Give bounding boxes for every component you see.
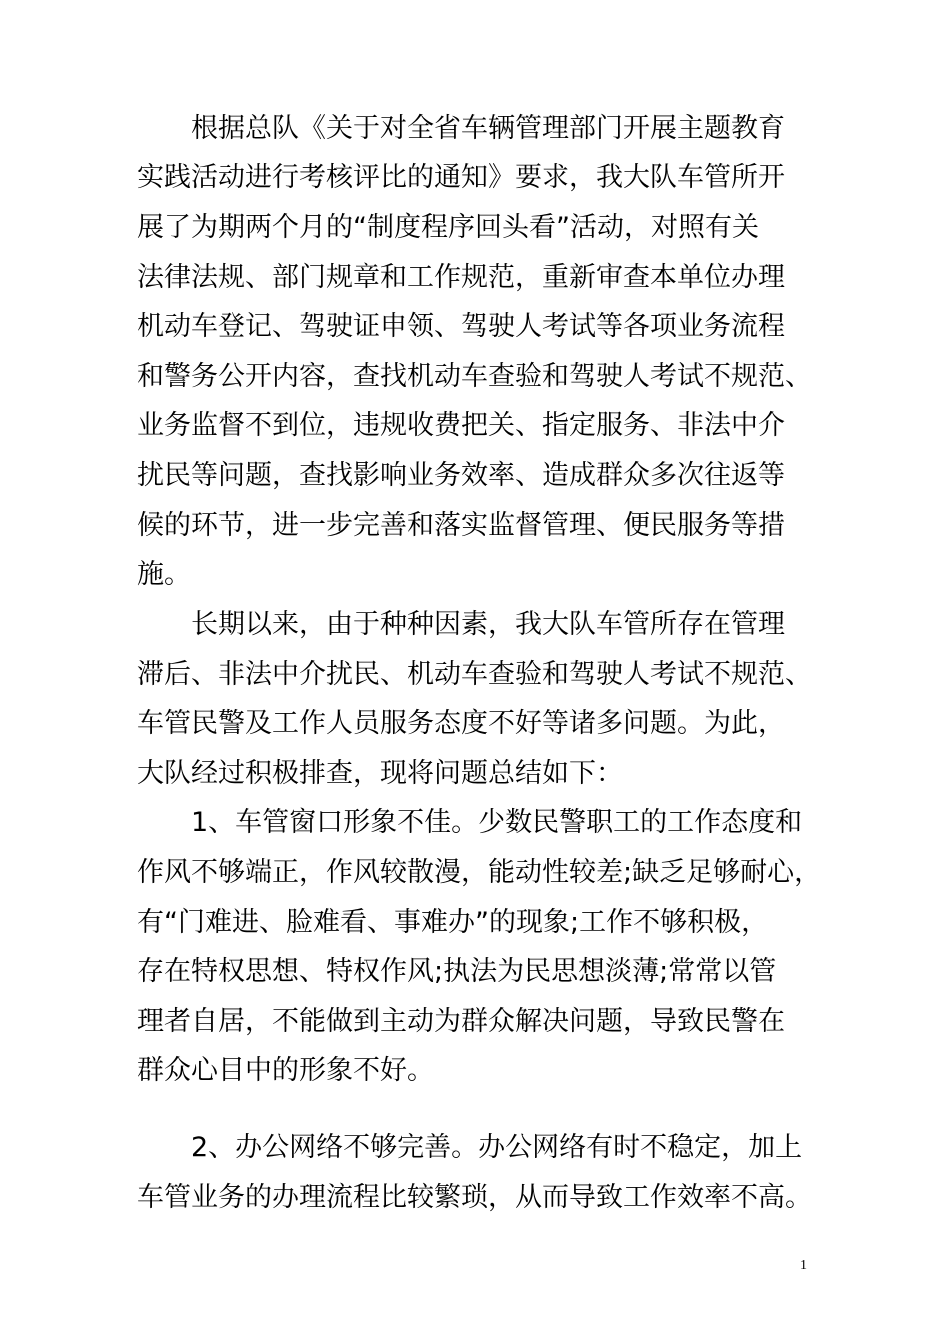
paragraph-line: 1、车管窗口形象不佳。少数民警职工的工作态度和: [191, 807, 803, 838]
paragraph-line: 群众心目中的形象不好。: [137, 1055, 434, 1086]
paragraph-line: 理者自居，不能做到主动为群众解决问题，导致民警在: [137, 1006, 785, 1037]
paragraph-line: 2、办公网络不够完善。办公网络有时不稳定，加上: [191, 1132, 803, 1163]
paragraph-line: 业务监督不到位，违规收费把关、指定服务、非法中介: [137, 410, 785, 441]
paragraph-line: 展了为期两个月的“制度程序回头看”活动，对照有关: [137, 212, 759, 243]
paragraph-line: 实践活动进行考核评比的通知》要求，我大队车管所开: [137, 162, 785, 193]
paragraph-line: 根据总队《关于对全省车辆管理部门开展主题教育: [191, 113, 785, 144]
paragraph-line: 有“门难进、脸难看、事难办”的现象;工作不够积极，: [137, 907, 769, 938]
paragraph-line: 法律法规、部门规章和工作规范，重新审查本单位办理: [137, 262, 785, 293]
paragraph-line: 和警务公开内容，查找机动车查验和驾驶人考试不规范、: [137, 361, 812, 392]
page-number: 1: [800, 1258, 807, 1273]
paragraph-line: 大队经过积极排查，现将问题总结如下：: [137, 758, 623, 789]
paragraph-line: 车管民警及工作人员服务态度不好等诸多问题。为此，: [137, 708, 785, 739]
paragraph-line: 扰民等问题，查找影响业务效率、造成群众多次往返等: [137, 460, 785, 491]
paragraph-line: 长期以来，由于种种因素，我大队车管所存在管理: [191, 609, 785, 640]
paragraph-line: 滞后、非法中介扰民、机动车查验和驾驶人考试不规范、: [137, 659, 812, 690]
paragraph-line: 车管业务的办理流程比较繁琐，从而导致工作效率不高。: [137, 1182, 812, 1213]
paragraph-line: 施。: [137, 559, 191, 590]
paragraph-line: 存在特权思想、特权作风;执法为民思想淡薄;常常以管: [137, 956, 777, 987]
paragraph-line: 候的环节，进一步完善和落实监督管理、便民服务等措: [137, 510, 785, 541]
paragraph-line: 机动车登记、驾驶证申领、驾驶人考试等各项业务流程: [137, 311, 785, 342]
paragraph-line: 作风不够端正，作风较散漫，能动性较差;缺乏足够耐心，: [137, 857, 822, 888]
